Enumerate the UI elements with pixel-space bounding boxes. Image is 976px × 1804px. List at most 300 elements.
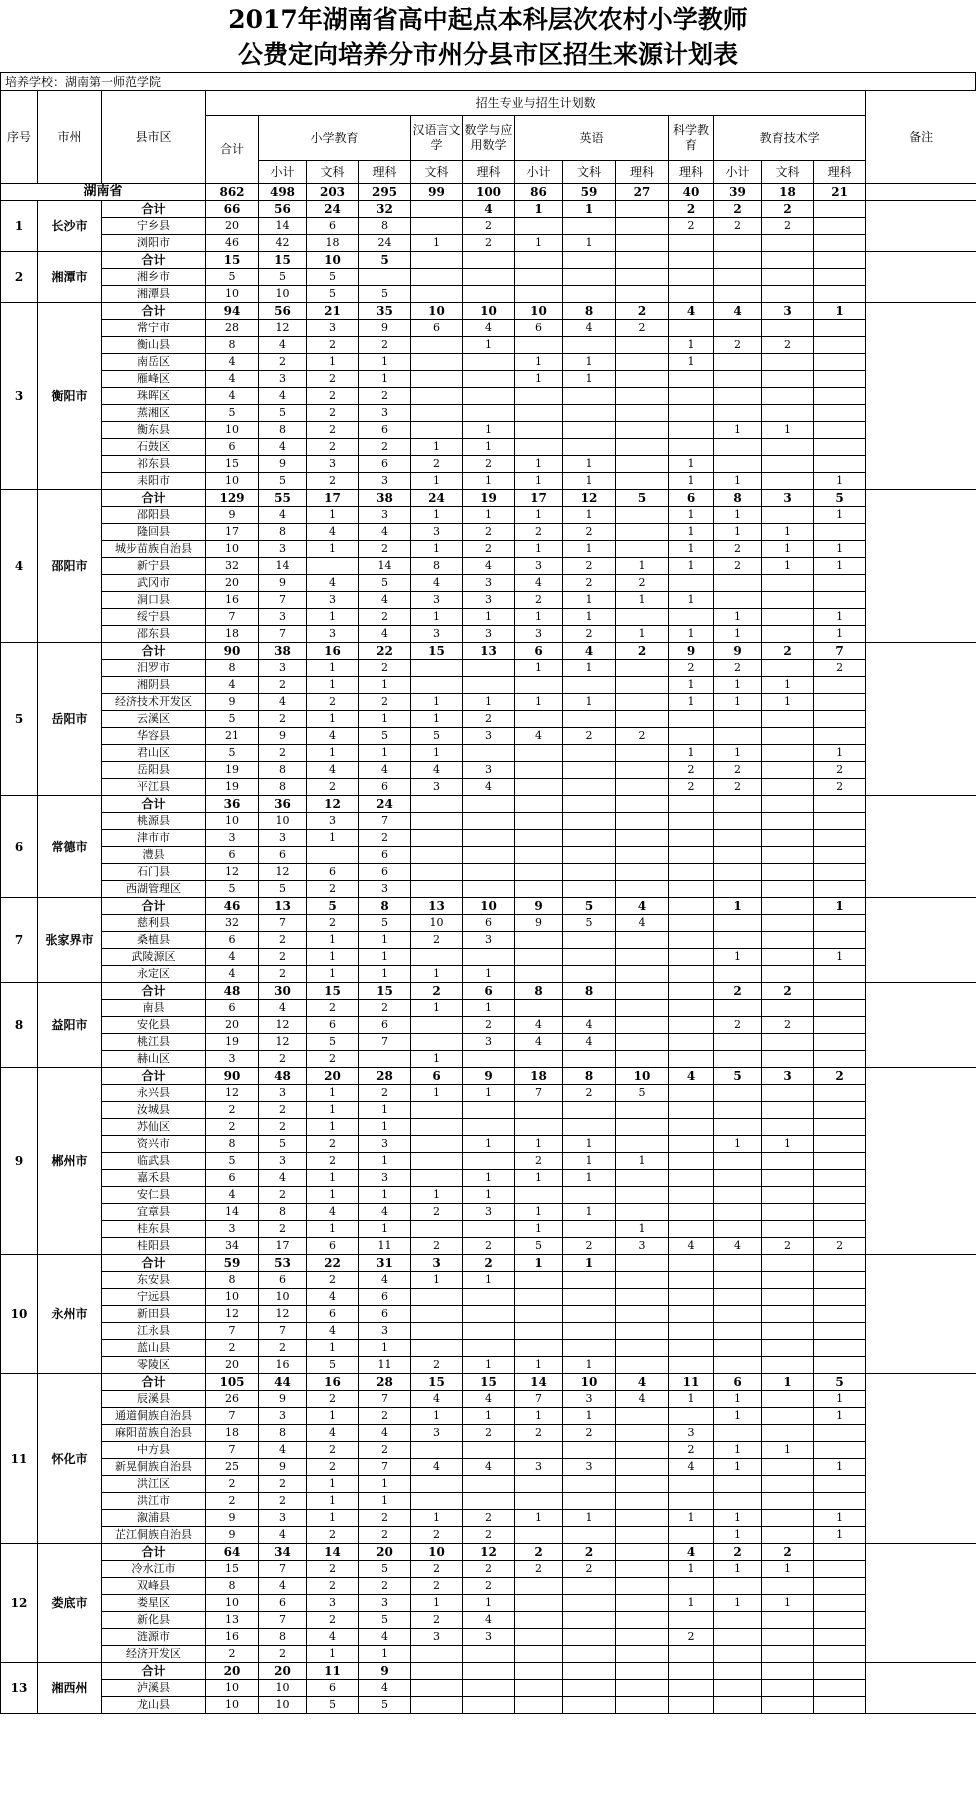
county-value: [669, 728, 714, 745]
table-row: [1, 677, 976, 694]
city-sum-label: 合计: [102, 1663, 206, 1680]
city-sum-value: 64: [206, 1544, 259, 1561]
county-value: 9: [206, 507, 259, 524]
city-sum-value: 13: [411, 898, 463, 915]
county-value: [762, 626, 814, 643]
city-sum-value: 17: [307, 490, 359, 507]
county-value: [616, 949, 669, 966]
county-name: 雁峰区: [102, 371, 206, 388]
county-value: 1: [714, 473, 762, 490]
county-value: 4: [669, 1459, 714, 1476]
county-value: 3: [259, 660, 307, 677]
county-value: [515, 1476, 563, 1493]
county-value: [411, 1221, 463, 1238]
county-value: [669, 1527, 714, 1544]
county-value: 1: [411, 711, 463, 728]
county-value: [616, 762, 669, 779]
table-row: [1, 1391, 976, 1408]
header-science-ed: 科学教育: [669, 116, 714, 161]
remark-cell: [866, 796, 976, 898]
city-sum-value: 15: [307, 983, 359, 1000]
county-value: [411, 1476, 463, 1493]
county-value: 1: [563, 507, 616, 524]
county-name: 宁乡县: [102, 218, 206, 235]
county-value: [714, 269, 762, 286]
county-value: [411, 1697, 463, 1714]
county-value: [669, 320, 714, 337]
county-value: 10: [259, 1289, 307, 1306]
county-value: [814, 320, 866, 337]
city-sum-value: 2: [714, 983, 762, 1000]
county-value: [515, 1000, 563, 1017]
county-value: 1: [307, 1221, 359, 1238]
county-value: 2: [307, 388, 359, 405]
county-value: [814, 388, 866, 405]
county-value: 2: [463, 1238, 515, 1255]
county-value: 1: [307, 1085, 359, 1102]
county-name: 涟源市: [102, 1629, 206, 1646]
county-value: 1: [669, 473, 714, 490]
county-value: 21: [206, 728, 259, 745]
county-value: 2: [259, 1221, 307, 1238]
city-name: 湘西州: [38, 1663, 102, 1714]
county-value: [814, 728, 866, 745]
county-value: 1: [359, 966, 411, 983]
county-value: 1: [411, 439, 463, 456]
city-sum-value: 36: [206, 796, 259, 813]
county-value: [814, 1357, 866, 1374]
county-value: [616, 711, 669, 728]
county-value: [762, 745, 814, 762]
county-value: [814, 337, 866, 354]
county-value: 1: [463, 439, 515, 456]
county-value: 2: [762, 337, 814, 354]
city-sum-value: [814, 1663, 866, 1680]
county-value: 1: [714, 422, 762, 439]
county-value: 2: [259, 1476, 307, 1493]
county-value: 4: [307, 762, 359, 779]
county-value: 3: [463, 1204, 515, 1221]
county-value: [616, 354, 669, 371]
city-sum-value: 38: [259, 643, 307, 660]
county-value: [669, 1493, 714, 1510]
county-value: 1: [307, 1510, 359, 1527]
county-value: [515, 286, 563, 303]
county-value: 8: [259, 1425, 307, 1442]
province-value: 100: [463, 184, 515, 201]
city-sum-value: 4: [463, 201, 515, 218]
county-value: 1: [563, 371, 616, 388]
header-math: 数学与应用数学: [463, 116, 515, 161]
county-name: 湘潭县: [102, 286, 206, 303]
county-value: 3: [515, 626, 563, 643]
county-value: 1: [307, 660, 359, 677]
county-value: [616, 524, 669, 541]
table-row: [1, 1272, 976, 1289]
county-value: [714, 711, 762, 728]
city-sum-value: 2: [411, 983, 463, 1000]
table-row: [1, 694, 976, 711]
county-name: 华容县: [102, 728, 206, 745]
county-value: [616, 405, 669, 422]
county-value: [814, 813, 866, 830]
city-sum-value: [616, 1255, 669, 1272]
city-sum-value: 90: [206, 643, 259, 660]
county-value: 4: [359, 1680, 411, 1697]
header-chinese: 汉语言文学: [411, 116, 463, 161]
county-value: 26: [206, 1391, 259, 1408]
county-value: 9: [515, 915, 563, 932]
city-name: 常德市: [38, 796, 102, 898]
county-value: [463, 830, 515, 847]
county-value: [762, 1306, 814, 1323]
city-sum-value: 66: [206, 201, 259, 218]
county-value: 7: [259, 1561, 307, 1578]
county-value: 1: [762, 558, 814, 575]
county-value: 10: [259, 1697, 307, 1714]
title-line-1: 2017年湖南省高中起点本科层次农村小学教师: [228, 5, 748, 34]
county-value: [463, 286, 515, 303]
county-name: 桂阳县: [102, 1238, 206, 1255]
county-value: [463, 1476, 515, 1493]
county-value: [669, 949, 714, 966]
header-seq: 序号: [1, 91, 38, 184]
county-value: 1: [814, 541, 866, 558]
remark-cell: [866, 643, 976, 796]
county-value: 12: [206, 1085, 259, 1102]
county-value: [563, 762, 616, 779]
city-sum-value: [616, 201, 669, 218]
county-value: 6: [307, 1017, 359, 1034]
county-value: [669, 1187, 714, 1204]
county-value: [563, 966, 616, 983]
county-value: [616, 541, 669, 558]
table-row: [1, 422, 976, 439]
city-sum-value: 24: [359, 796, 411, 813]
county-value: 1: [669, 541, 714, 558]
county-value: [463, 388, 515, 405]
county-value: 1: [463, 1357, 515, 1374]
city-sum-value: 10: [563, 1374, 616, 1391]
county-value: [616, 1340, 669, 1357]
county-value: 1: [762, 422, 814, 439]
county-value: [411, 354, 463, 371]
county-value: 3: [411, 626, 463, 643]
city-sum-value: 20: [259, 1663, 307, 1680]
county-value: 3: [616, 1238, 669, 1255]
county-value: 6: [206, 847, 259, 864]
county-value: [814, 1442, 866, 1459]
county-value: [616, 1170, 669, 1187]
county-value: [714, 286, 762, 303]
table-row: [1, 1442, 976, 1459]
county-value: 2: [563, 1425, 616, 1442]
city-sum-value: 15: [206, 252, 259, 269]
county-value: 2: [259, 354, 307, 371]
county-value: 6: [307, 1680, 359, 1697]
county-value: 1: [814, 626, 866, 643]
city-name: 郴州市: [38, 1068, 102, 1255]
table-row: [1, 1493, 976, 1510]
county-value: 8: [206, 337, 259, 354]
county-value: [814, 677, 866, 694]
county-value: [814, 1170, 866, 1187]
county-value: 1: [463, 507, 515, 524]
county-value: 20: [206, 1357, 259, 1374]
county-name: 武冈市: [102, 575, 206, 592]
county-value: 3: [515, 558, 563, 575]
county-value: [762, 1204, 814, 1221]
city-sum-value: 14: [515, 1374, 563, 1391]
county-value: 1: [307, 1408, 359, 1425]
city-sum-row: [1, 252, 976, 269]
county-value: [714, 915, 762, 932]
county-value: 2: [563, 524, 616, 541]
county-value: [616, 456, 669, 473]
city-sum-value: [669, 796, 714, 813]
table-row: [1, 1034, 976, 1051]
county-value: 3: [259, 1510, 307, 1527]
county-value: 2: [762, 1238, 814, 1255]
city-name: 娄底市: [38, 1544, 102, 1663]
city-sum-value: 12: [563, 490, 616, 507]
county-value: [762, 1340, 814, 1357]
county-value: 5: [259, 1136, 307, 1153]
city-sum-value: [563, 1663, 616, 1680]
city-sum-value: 6: [669, 490, 714, 507]
county-value: 2: [463, 1017, 515, 1034]
county-value: 3: [411, 1629, 463, 1646]
county-value: [814, 1153, 866, 1170]
city-sum-value: 1: [563, 201, 616, 218]
city-sum-value: 94: [206, 303, 259, 320]
city-sum-value: 15: [259, 252, 307, 269]
county-value: 1: [669, 507, 714, 524]
county-value: 2: [669, 1442, 714, 1459]
province-total-row: [1, 184, 976, 201]
seq-cell: 13: [1, 1663, 38, 1714]
county-value: [762, 728, 814, 745]
header-primary-ed: 小学教育: [259, 116, 411, 161]
county-value: [714, 1204, 762, 1221]
county-value: [669, 813, 714, 830]
table-row: [1, 507, 976, 524]
county-value: [814, 1204, 866, 1221]
county-value: [411, 218, 463, 235]
city-name: 长沙市: [38, 201, 102, 252]
county-value: [616, 218, 669, 235]
city-sum-value: [463, 796, 515, 813]
county-value: 1: [515, 1357, 563, 1374]
header-total: 合计: [206, 116, 259, 184]
county-value: 5: [307, 1697, 359, 1714]
county-value: 1: [307, 354, 359, 371]
county-value: [563, 830, 616, 847]
county-value: 5: [206, 269, 259, 286]
province-value: 203: [307, 184, 359, 201]
city-sum-value: 3: [762, 303, 814, 320]
county-value: [616, 371, 669, 388]
county-value: [616, 1357, 669, 1374]
county-value: [669, 575, 714, 592]
county-value: 2: [515, 592, 563, 609]
county-value: 4: [307, 1204, 359, 1221]
county-value: 2: [307, 779, 359, 796]
county-value: 3: [463, 1034, 515, 1051]
county-value: [411, 1119, 463, 1136]
county-value: [563, 1187, 616, 1204]
county-value: [563, 1697, 616, 1714]
county-value: 11: [359, 1238, 411, 1255]
header-sub: 小计: [714, 161, 762, 184]
county-value: 42: [259, 235, 307, 252]
county-value: 7: [259, 1323, 307, 1340]
county-value: [616, 1459, 669, 1476]
county-value: [814, 1272, 866, 1289]
county-value: [814, 1612, 866, 1629]
county-value: 7: [359, 1391, 411, 1408]
county-value: 4: [206, 354, 259, 371]
county-value: [814, 235, 866, 252]
county-value: [762, 354, 814, 371]
county-value: 1: [714, 677, 762, 694]
county-value: [359, 1051, 411, 1068]
county-value: 1: [463, 1000, 515, 1017]
county-value: 5: [359, 1612, 411, 1629]
county-value: 4: [515, 1017, 563, 1034]
city-sum-value: 16: [307, 1374, 359, 1391]
county-value: 1: [515, 1204, 563, 1221]
header-li: 理科: [616, 161, 669, 184]
county-name: 汨罗市: [102, 660, 206, 677]
county-value: [411, 337, 463, 354]
city-sum-value: 14: [307, 1544, 359, 1561]
county-name: 洪江市: [102, 1493, 206, 1510]
city-sum-value: 8: [515, 983, 563, 1000]
county-value: [762, 1153, 814, 1170]
city-sum-value: 2: [714, 1544, 762, 1561]
county-value: 2: [307, 881, 359, 898]
county-value: 1: [463, 337, 515, 354]
county-value: [616, 1680, 669, 1697]
county-value: [563, 1000, 616, 1017]
county-value: [411, 269, 463, 286]
county-value: 2: [463, 1561, 515, 1578]
table-row: [1, 1017, 976, 1034]
city-sum-label: 合计: [102, 643, 206, 660]
table-row: [1, 1289, 976, 1306]
county-value: [814, 1085, 866, 1102]
table-row: [1, 320, 976, 337]
county-value: [714, 575, 762, 592]
county-value: [616, 1646, 669, 1663]
county-value: 2: [307, 1578, 359, 1595]
county-value: [616, 1051, 669, 1068]
table-row: [1, 1238, 976, 1255]
county-value: 1: [669, 337, 714, 354]
table-row: [1, 1000, 976, 1017]
county-value: [515, 966, 563, 983]
remark-cell: [866, 898, 976, 983]
county-value: [762, 456, 814, 473]
county-value: 7: [259, 915, 307, 932]
county-value: 2: [563, 558, 616, 575]
county-value: 1: [411, 1085, 463, 1102]
county-value: [762, 575, 814, 592]
county-name: 洪江区: [102, 1476, 206, 1493]
county-value: [515, 422, 563, 439]
city-sum-value: 2: [762, 983, 814, 1000]
county-value: [563, 1595, 616, 1612]
county-value: [616, 932, 669, 949]
province-value: 295: [359, 184, 411, 201]
table-row: [1, 660, 976, 677]
city-sum-value: [411, 252, 463, 269]
county-value: 1: [359, 1153, 411, 1170]
county-value: [463, 371, 515, 388]
remark-cell: [866, 1255, 976, 1374]
city-sum-value: 28: [359, 1374, 411, 1391]
county-value: 2: [307, 1391, 359, 1408]
city-sum-value: 20: [206, 1663, 259, 1680]
county-value: [762, 388, 814, 405]
table-row: [1, 1323, 976, 1340]
county-value: 2: [307, 1136, 359, 1153]
county-value: [762, 235, 814, 252]
county-name: 东安县: [102, 1272, 206, 1289]
city-sum-value: 28: [359, 1068, 411, 1085]
county-value: [463, 677, 515, 694]
county-value: 1: [669, 1510, 714, 1527]
county-value: [714, 1612, 762, 1629]
county-value: 1: [411, 1510, 463, 1527]
county-value: [714, 592, 762, 609]
county-value: [714, 1629, 762, 1646]
county-value: 2: [814, 1238, 866, 1255]
table-row: [1, 1357, 976, 1374]
header-sub: 小计: [259, 161, 307, 184]
county-value: [762, 1085, 814, 1102]
city-sum-value: [762, 252, 814, 269]
remark-cell: [866, 1663, 976, 1714]
county-value: [762, 1493, 814, 1510]
county-name: 临武县: [102, 1153, 206, 1170]
county-value: [515, 1595, 563, 1612]
city-sum-value: 6: [463, 983, 515, 1000]
county-value: [714, 966, 762, 983]
county-value: 1: [563, 456, 616, 473]
city-sum-value: 1: [814, 898, 866, 915]
county-value: 5: [307, 1357, 359, 1374]
county-name: 西湖管理区: [102, 881, 206, 898]
county-value: 1: [669, 677, 714, 694]
county-value: [762, 949, 814, 966]
county-value: 4: [463, 320, 515, 337]
city-sum-value: 2: [714, 201, 762, 218]
county-value: 2: [307, 694, 359, 711]
county-value: 1: [411, 745, 463, 762]
table-row: [1, 745, 976, 762]
county-value: 3: [563, 1459, 616, 1476]
county-value: [714, 1034, 762, 1051]
county-value: [563, 1119, 616, 1136]
county-value: [669, 1051, 714, 1068]
city-sum-value: 38: [359, 490, 411, 507]
county-value: 1: [411, 1051, 463, 1068]
county-value: 5: [206, 711, 259, 728]
county-value: [669, 881, 714, 898]
city-sum-value: [669, 983, 714, 1000]
